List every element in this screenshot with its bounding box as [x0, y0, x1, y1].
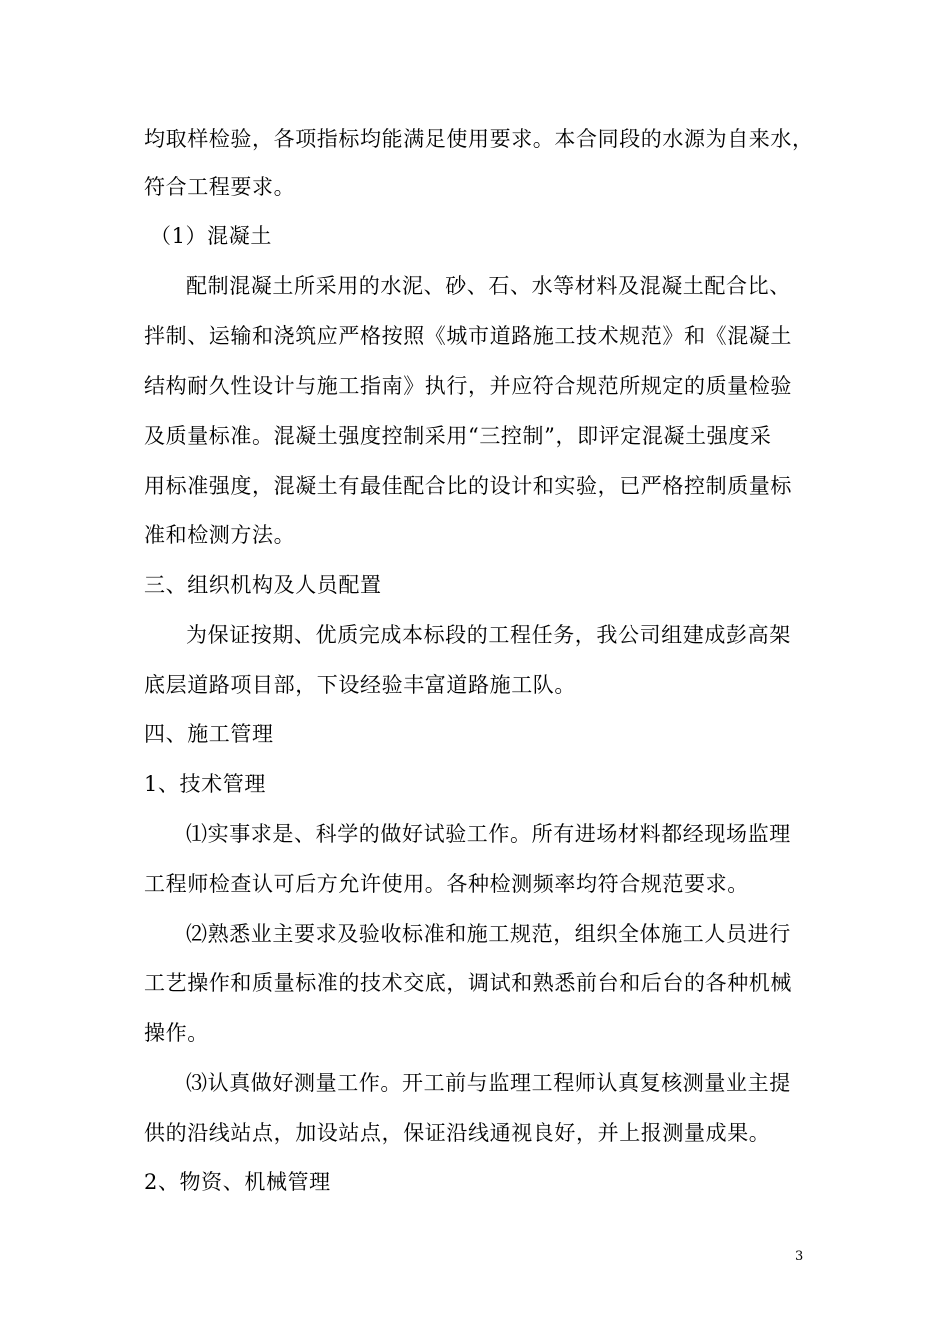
section-heading-management: 四、施工管理: [144, 722, 274, 746]
text-line: 操作。: [144, 1021, 209, 1045]
text-line: 均取样检验，各项指标均能满足使用要求。本合同段的水源为自来水，: [144, 127, 814, 151]
text-line: ⑵熟悉业主要求及验收标准和施工规范，组织全体施工人员进行: [186, 922, 791, 946]
section-heading-organization: 三、组织机构及人员配置: [144, 573, 382, 597]
text-line: 用标准强度，混凝土有最佳配合比的设计和实验，已严格控制质量标: [144, 474, 792, 498]
text-line: 工程师检查认可后方允许使用。各种检测频率均符合规范要求。: [144, 872, 749, 896]
text-line: 工艺操作和质量标准的技术交底，调试和熟悉前台和后台的各种机械: [144, 971, 792, 995]
text-line: 拌制、运输和浇筑应严格按照《城市道路施工技术规范》和《混凝土: [144, 324, 792, 348]
text-line: 为保证按期、优质完成本标段的工程任务，我公司组建成彭高架: [186, 623, 791, 647]
subsection-heading-technical: 1、技术管理: [144, 772, 266, 796]
text-line: 结构耐久性设计与施工指南》执行，并应符合规范所规定的质量检验: [144, 374, 792, 398]
text-line: 符合工程要求。: [144, 175, 296, 199]
text-line: ⑴实事求是、科学的做好试验工作。所有进场材料都经现场监理: [186, 822, 791, 846]
text-line: 底层道路项目部，下设经验丰富道路施工队。: [144, 673, 576, 697]
page-number: 3: [795, 1249, 804, 1264]
subsection-heading-materials: 2、物资、机械管理: [144, 1170, 331, 1194]
text-line: 配制混凝土所采用的水泥、砂、石、水等材料及混凝土配合比、: [186, 274, 791, 298]
text-line: 及质量标准。混凝土强度控制采用“三控制”，即评定混凝土强度采: [144, 424, 772, 448]
text-line: 准和检测方法。: [144, 523, 296, 547]
text-line: 供的沿线站点，加设站点，保证沿线通视良好，并上报测量成果。: [144, 1121, 771, 1145]
text-line: ⑶认真做好测量工作。开工前与监理工程师认真复核测量业主提: [186, 1071, 791, 1095]
section-heading-concrete: （1）混凝土: [150, 224, 272, 248]
